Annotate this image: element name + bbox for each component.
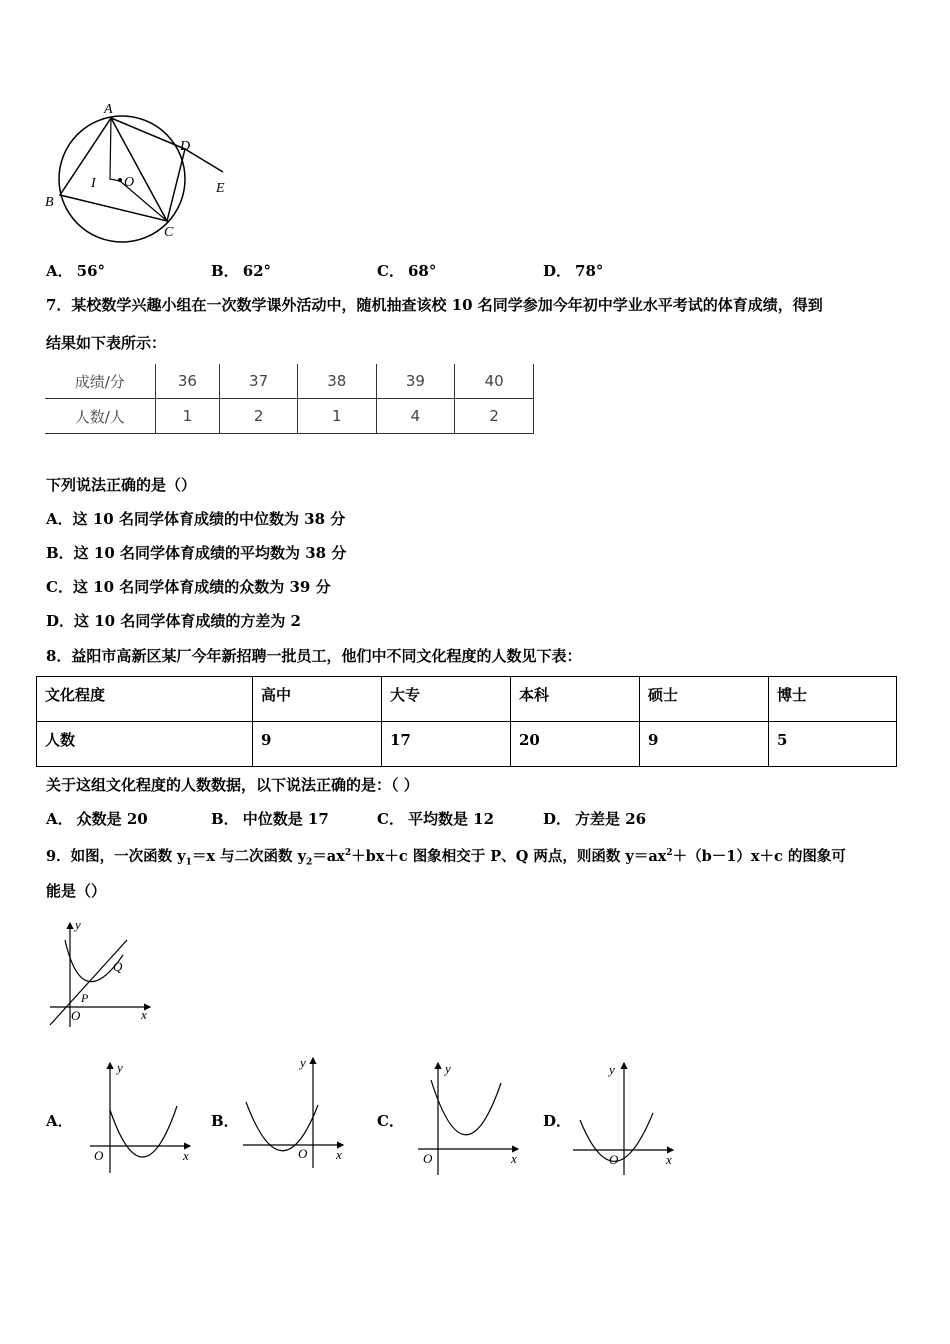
q9-main-graph xyxy=(45,915,160,1030)
q9-option-a-label: A． xyxy=(46,1112,73,1130)
q9-option-a-graph xyxy=(85,1058,200,1178)
label-b: B xyxy=(45,195,54,210)
label-x: x xyxy=(141,1007,147,1022)
q8-option-b: B． 中位数是 17 xyxy=(211,810,329,828)
q7-score-table xyxy=(45,364,534,434)
q7-option-d: D．这 10 名同学体育成绩的方差为 2 xyxy=(46,612,301,630)
parabola xyxy=(246,1102,318,1151)
q9-option-d-graph xyxy=(568,1058,683,1178)
q6-option-b: B． 62° xyxy=(211,262,272,280)
q8-question: 关于这组文化程度的人数数据，以下说法正确的是：（ ） xyxy=(46,776,419,794)
table-cell: 1 xyxy=(297,399,376,434)
q6-option-c: C． 68° xyxy=(377,262,437,280)
parabola xyxy=(431,1080,501,1135)
table-cell: 人数 xyxy=(37,722,253,767)
parabola xyxy=(110,1106,177,1157)
svg-text:x: x xyxy=(183,1148,189,1163)
q7-option-a: A．这 10 名同学体育成绩的中位数为 38 分 xyxy=(46,510,346,528)
q7-option-b: B．这 10 名同学体育成绩的平均数为 38 分 xyxy=(46,544,347,562)
q8-education-table xyxy=(36,676,897,767)
q7-stem-line2: 结果如下表所示： xyxy=(46,334,167,352)
svg-text:O: O xyxy=(609,1152,619,1167)
center-point xyxy=(118,178,122,182)
table-row xyxy=(45,364,534,399)
table-row xyxy=(37,677,897,722)
svg-text:y: y xyxy=(609,1062,615,1077)
table-cell: 1 xyxy=(155,399,220,434)
q8-option-d: D． 方差是 26 xyxy=(543,810,647,828)
table-cell: 39 xyxy=(376,364,455,399)
svg-text:y: y xyxy=(300,1055,306,1070)
q8-stem: 8．益阳市高新区某厂今年新招聘一批员工，他们中不同文化程度的人数见下表： xyxy=(46,647,582,665)
table-cell: 高中 xyxy=(253,677,382,722)
line-y1 xyxy=(50,940,127,1025)
q6-option-d: D． 78° xyxy=(543,262,604,280)
table-cell: 20 xyxy=(511,722,640,767)
q8-option-c: C． 平均数是 12 xyxy=(377,810,495,828)
q9-stem-line2: 能是（） xyxy=(46,882,107,900)
q7-question: 下列说法正确的是（） xyxy=(46,476,197,494)
table-cell: 37 xyxy=(220,364,298,399)
q7-stem-line1: 7．某校数学兴趣小组在一次数学课外活动中，随机抽查该校 10 名同学参加今年初中学业水平考试的体育成绩，得到 xyxy=(46,296,823,314)
table-cell: 大专 xyxy=(382,677,511,722)
table-cell: 成绩/分 xyxy=(45,364,155,399)
q9-option-d-label: D． xyxy=(543,1112,572,1130)
label-i: I xyxy=(91,176,96,191)
table-cell: 9 xyxy=(253,722,382,767)
q9-option-b-label: B． xyxy=(211,1112,239,1130)
table-cell: 5 xyxy=(769,722,897,767)
table-cell: 40 xyxy=(455,364,534,399)
label-p: P xyxy=(81,991,89,1005)
q7-option-c: C．这 10 名同学体育成绩的众数为 39 分 xyxy=(46,578,331,596)
svg-text:O: O xyxy=(298,1146,308,1161)
label-c: C xyxy=(164,225,174,240)
label-o: O xyxy=(124,175,135,190)
label-y: y xyxy=(75,917,81,932)
svg-text:O: O xyxy=(94,1148,104,1163)
table-cell: 9 xyxy=(640,722,769,767)
table-cell: 36 xyxy=(155,364,220,399)
table-cell: 本科 xyxy=(511,677,640,722)
q8-option-a: A． 众数是 20 xyxy=(46,810,148,828)
table-cell: 38 xyxy=(297,364,376,399)
svg-text:x: x xyxy=(336,1147,342,1162)
table-cell: 2 xyxy=(220,399,298,434)
q9-option-c-graph xyxy=(413,1058,528,1178)
svg-text:O: O xyxy=(423,1151,433,1166)
table-cell: 人数/人 xyxy=(45,399,155,434)
circle-o xyxy=(59,116,185,242)
svg-text:y: y xyxy=(117,1060,123,1075)
chord-ac xyxy=(111,118,167,221)
label-e: E xyxy=(216,181,225,196)
label-a: A xyxy=(104,102,113,117)
q6-circle-figure xyxy=(40,96,240,246)
line-de xyxy=(185,149,223,172)
q9-option-c-label: C． xyxy=(377,1112,404,1130)
label-o: O xyxy=(71,1008,81,1023)
q6-option-a: A． 56° xyxy=(46,262,106,280)
table-cell: 硕士 xyxy=(640,677,769,722)
svg-text:x: x xyxy=(666,1152,672,1167)
svg-text:y: y xyxy=(445,1061,451,1076)
label-d: D xyxy=(180,139,191,154)
table-row xyxy=(45,399,534,434)
label-q: Q xyxy=(113,959,123,974)
table-row xyxy=(37,722,897,767)
table-cell: 4 xyxy=(376,399,455,434)
table-cell: 2 xyxy=(455,399,534,434)
table-cell: 文化程度 xyxy=(37,677,253,722)
table-cell: 博士 xyxy=(769,677,897,722)
q9-stem-line1: 9．如图，一次函数 $y_1=x$ 与二次函数 $y_2=ax^2+bx+c$ 图象相交于 P、Q 两点，则函数 $y=ax^2+(b-1)x+c$ 的图象可 xyxy=(46,847,846,868)
svg-text:x: x xyxy=(511,1151,517,1166)
table-cell: 17 xyxy=(382,722,511,767)
q9-option-b-graph xyxy=(238,1050,353,1170)
